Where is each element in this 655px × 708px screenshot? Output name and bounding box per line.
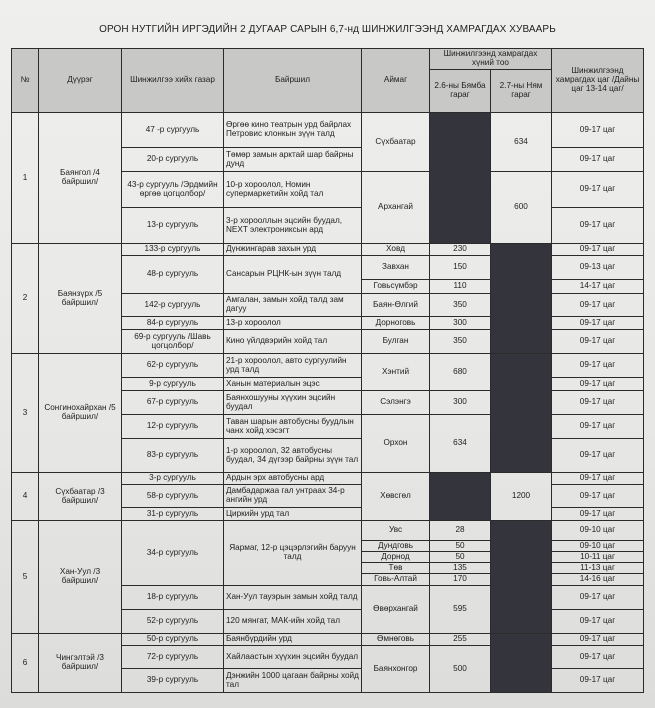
place-cell: 18-р сургууль bbox=[122, 586, 224, 610]
place-cell: 39-р сургууль bbox=[122, 669, 224, 693]
row-no: 4 bbox=[12, 473, 39, 521]
location-cell: 1-р хороолол, 32 автобусны буудал, 34 дүгээр байрны зүүн тал bbox=[224, 439, 362, 473]
location-cell: Төмөр замын арктай шар байрны дунд bbox=[224, 148, 362, 172]
table-row bbox=[12, 244, 644, 256]
day6-count-cell: 680 bbox=[430, 354, 491, 391]
header-no: № bbox=[12, 49, 39, 113]
province-cell: Дорноговь bbox=[362, 317, 430, 330]
shaded-cell bbox=[430, 113, 491, 244]
place-cell: 67-р сургууль bbox=[122, 391, 224, 415]
district-cell: Баянзүрх /5 байршил/ bbox=[39, 244, 122, 354]
province-cell: Увс bbox=[362, 521, 430, 541]
header-hours: Шинжилгээнд хамрагдах цаг /Дайны цаг 13-14 цаг/ bbox=[552, 49, 644, 113]
shaded-cell bbox=[491, 634, 552, 693]
location-cell: Дамбадаржаа гал унтраах 34-р ангийн урд bbox=[224, 485, 362, 508]
row-no: 6 bbox=[12, 634, 39, 693]
header-province: Аймаг bbox=[362, 49, 430, 113]
province-cell: Сүхбаатар bbox=[362, 113, 430, 172]
location-cell: Өргөө кино театрын урд байрлах Петровис клонкын зүүн талд bbox=[224, 113, 362, 148]
time-cell: 09-17 цаг bbox=[552, 610, 644, 634]
province-cell: Хэнтий bbox=[362, 354, 430, 391]
location-cell: Циркийн урд тал bbox=[224, 508, 362, 521]
province-cell: Сэлэнгэ bbox=[362, 391, 430, 415]
location-cell: Ардын эрх автобусны ард bbox=[224, 473, 362, 485]
time-cell: 11-13 цаг bbox=[552, 563, 644, 574]
time-cell: 09-17 цаг bbox=[552, 378, 644, 391]
day6-count-cell: 300 bbox=[430, 317, 491, 330]
province-cell: Булган bbox=[362, 330, 430, 354]
time-cell: 09-17 цаг bbox=[552, 148, 644, 172]
province-cell: Өвөрхангай bbox=[362, 586, 430, 634]
time-cell: 09-17 цаг bbox=[552, 208, 644, 244]
district-cell: Хан-Уул /3 байршил/ bbox=[39, 521, 122, 634]
time-cell: 09-10 цаг bbox=[552, 521, 644, 541]
time-cell: 09-17 цаг bbox=[552, 485, 644, 508]
location-cell: Сансарын РЦНК-ын зүүн талд bbox=[224, 256, 362, 294]
province-cell: Ховд bbox=[362, 244, 430, 256]
time-cell: 09-17 цаг bbox=[552, 294, 644, 317]
header-district: Дүүрэг bbox=[39, 49, 122, 113]
day6-count-cell: 350 bbox=[430, 294, 491, 317]
place-cell: 83-р сургууль bbox=[122, 439, 224, 473]
time-cell: 09-17 цаг bbox=[552, 244, 644, 256]
time-cell: 10-11 цаг bbox=[552, 552, 644, 563]
place-cell: 3-р сургууль bbox=[122, 473, 224, 485]
time-cell: 09-17 цаг bbox=[552, 646, 644, 669]
place-cell: 20-р сургууль bbox=[122, 148, 224, 172]
time-cell: 09-17 цаг bbox=[552, 508, 644, 521]
province-cell: Говь-Алтай bbox=[362, 574, 430, 586]
place-cell: 133-р сургууль bbox=[122, 244, 224, 256]
header-day7: 2.7-ны Ням гараг bbox=[491, 70, 552, 113]
row-no: 1 bbox=[12, 113, 39, 244]
day7-count-cell: 1200 bbox=[491, 473, 552, 521]
row-no: 5 bbox=[12, 521, 39, 634]
shaded-cell bbox=[491, 354, 552, 473]
location-cell: 3-р хорооллын эцсийн буудал, NEXT электроникcын ард bbox=[224, 208, 362, 244]
table-row bbox=[12, 354, 644, 378]
time-cell: 09-17 цаг bbox=[552, 317, 644, 330]
place-cell: 62-р сургууль bbox=[122, 354, 224, 378]
place-cell: 47 -р сургууль bbox=[122, 113, 224, 148]
province-cell: Архангай bbox=[362, 172, 430, 244]
province-cell: Төв bbox=[362, 563, 430, 574]
time-cell: 09-10 цаг bbox=[552, 541, 644, 552]
day6-count-cell: 230 bbox=[430, 244, 491, 256]
time-cell: 09-17 цаг bbox=[552, 634, 644, 646]
table-row bbox=[12, 113, 644, 148]
day6-count-cell: 350 bbox=[430, 330, 491, 354]
time-cell: 09-17 цаг bbox=[552, 415, 644, 439]
place-cell: 48-р сургууль bbox=[122, 256, 224, 294]
place-cell: 13-р сургууль bbox=[122, 208, 224, 244]
location-cell: Хайлаастын хүүхин эцсийн буудал bbox=[224, 646, 362, 669]
day7-count-cell: 634 bbox=[491, 113, 552, 172]
shaded-cell bbox=[491, 244, 552, 354]
schedule-table bbox=[11, 48, 644, 693]
table-row bbox=[12, 473, 644, 485]
place-cell: 31-р сургууль bbox=[122, 508, 224, 521]
province-cell: Хөвсгөл bbox=[362, 473, 430, 521]
district-cell: Сонгинохайрхан /5 байршил/ bbox=[39, 354, 122, 473]
place-cell: 58-р сургууль bbox=[122, 485, 224, 508]
day6-count-cell: 50 bbox=[430, 541, 491, 552]
time-cell: 09-17 цаг bbox=[552, 669, 644, 693]
day6-count-cell: 150 bbox=[430, 256, 491, 280]
place-cell: 34-р сургууль bbox=[122, 521, 224, 586]
table-row bbox=[12, 521, 644, 541]
day7-count-cell: 600 bbox=[491, 172, 552, 244]
location-cell: 21-р хороолол, авто сургуулийн урд талд bbox=[224, 354, 362, 378]
day6-count-cell: 50 bbox=[430, 552, 491, 563]
time-cell: 14-17 цаг bbox=[552, 280, 644, 294]
location-cell: Баянбүрдийн урд bbox=[224, 634, 362, 646]
day6-count-cell: 595 bbox=[430, 586, 491, 634]
province-cell: Дорнод bbox=[362, 552, 430, 563]
time-cell: 09-17 цаг bbox=[552, 330, 644, 354]
time-cell: 09-13 цаг bbox=[552, 256, 644, 280]
location-cell: Дүнжингарав захын урд bbox=[224, 244, 362, 256]
shaded-cell bbox=[430, 473, 491, 521]
day6-count-cell: 500 bbox=[430, 646, 491, 693]
time-cell: 14-16 цаг bbox=[552, 574, 644, 586]
header-place: Шинжилгээ хийх газар bbox=[122, 49, 224, 113]
day6-count-cell: 135 bbox=[430, 563, 491, 574]
place-cell: 9-р сургууль bbox=[122, 378, 224, 391]
province-cell: Өмнөговь bbox=[362, 634, 430, 646]
day6-count-cell: 110 bbox=[430, 280, 491, 294]
time-cell: 09-17 цаг bbox=[552, 391, 644, 415]
province-cell: Дундговь bbox=[362, 541, 430, 552]
shaded-cell bbox=[491, 521, 552, 634]
district-cell: Баянгол /4 байршил/ bbox=[39, 113, 122, 244]
day6-count-cell: 634 bbox=[430, 415, 491, 473]
location-cell: Хан-Уул тауэрын замын хойд талд bbox=[224, 586, 362, 610]
place-cell: 69-р сургууль /Шавь цогцолбор/ bbox=[122, 330, 224, 354]
location-cell: Кино үйлдвэрийн хойд тал bbox=[224, 330, 362, 354]
location-cell: 120 мянгат, МАК-ийн хойд тал bbox=[224, 610, 362, 634]
day6-count-cell: 28 bbox=[430, 521, 491, 541]
day6-count-cell: 255 bbox=[430, 634, 491, 646]
district-cell: Чингэлтэй /3 байршил/ bbox=[39, 634, 122, 693]
day6-count-cell: 300 bbox=[430, 391, 491, 415]
location-cell: Амгалан, замын хойд талд зам дагуу bbox=[224, 294, 362, 317]
place-cell: 142-р сургууль bbox=[122, 294, 224, 317]
location-cell: Баянхошууны хүүхин эцсийн буудал bbox=[224, 391, 362, 415]
day6-count-cell: 170 bbox=[430, 574, 491, 586]
province-cell: Говьсүмбэр bbox=[362, 280, 430, 294]
place-cell: 72-р сургууль bbox=[122, 646, 224, 669]
district-cell: Сүхбаатар /3 байршил/ bbox=[39, 473, 122, 521]
header-count: Шинжилгээнд хамрагдах хүний тоо bbox=[430, 49, 552, 70]
time-cell: 09-17 цаг bbox=[552, 172, 644, 208]
location-cell: 13-р хороолол bbox=[224, 317, 362, 330]
location-cell: Ханын материалын эцэс bbox=[224, 378, 362, 391]
place-cell: 52-р сургууль bbox=[122, 610, 224, 634]
document-title: ОРОН НУТГИЙН ИРГЭДИЙН 2 ДУГААР САРЫН 6,7-нд ШИНЖИЛГЭЭНД ХАМРАГДАХ ХУВААРЬ bbox=[99, 24, 556, 35]
province-cell: Орхон bbox=[362, 415, 430, 473]
location-cell: Дэнжийн 1000 цагаан байрны хойд тал bbox=[224, 669, 362, 693]
location-cell: 10-р хороолол, Номин супермаркетийн хойд тал bbox=[224, 172, 362, 208]
time-cell: 09-17 цаг bbox=[552, 473, 644, 485]
place-cell: 12-р сургууль bbox=[122, 415, 224, 439]
time-cell: 09-17 цаг bbox=[552, 354, 644, 378]
time-cell: 09-17 цаг bbox=[552, 586, 644, 610]
location-cell: Яармаг, 12-р цэцэрлэгийн баруун талд bbox=[224, 521, 362, 586]
row-no: 2 bbox=[12, 244, 39, 354]
province-cell: Завхан bbox=[362, 256, 430, 280]
location-cell: Таван шарын автобусны буудлын чанх хойд хэсэгт bbox=[224, 415, 362, 439]
row-no: 3 bbox=[12, 354, 39, 473]
header-location: Байршил bbox=[224, 49, 362, 113]
place-cell: 50-р сургууль bbox=[122, 634, 224, 646]
place-cell: 43-р сургууль /Эрдмийн өргөө цогцолбор/ bbox=[122, 172, 224, 208]
place-cell: 84-р сургууль bbox=[122, 317, 224, 330]
table-row bbox=[12, 634, 644, 646]
time-cell: 09-17 цаг bbox=[552, 439, 644, 473]
header-day6: 2.6-ны Бямба гараг bbox=[430, 70, 491, 113]
province-cell: Баянхонгор bbox=[362, 646, 430, 693]
time-cell: 09-17 цаг bbox=[552, 113, 644, 148]
province-cell: Баян-Өлгий bbox=[362, 294, 430, 317]
